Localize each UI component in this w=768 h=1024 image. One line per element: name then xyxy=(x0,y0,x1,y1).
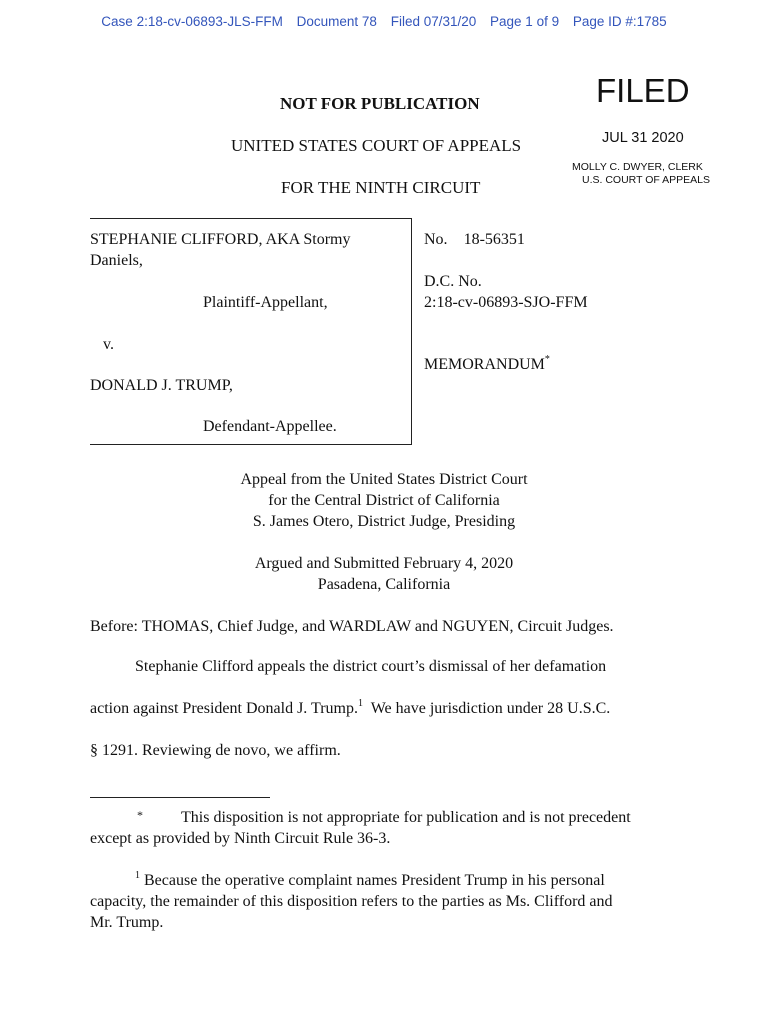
circuit-name: FOR THE NINTH CIRCUIT xyxy=(281,178,481,197)
body-line2-rest: We have jurisdiction under 28 U.S.C. xyxy=(362,700,611,717)
memorandum-label: MEMORANDUM xyxy=(424,356,545,373)
dc-number-value: 2:18-cv-06893-SJO-FFM xyxy=(424,294,588,311)
filed-stamp-date: JUL 31 2020 xyxy=(602,130,684,146)
filed-date: Filed 07/31/20 xyxy=(390,14,477,29)
ecf-header xyxy=(0,14,768,29)
docket-number xyxy=(424,231,525,249)
appeal-line3: S. James Otero, District Judge, Presiding xyxy=(252,513,516,530)
defendant-name: DONALD J. TRUMP, xyxy=(90,377,233,394)
versus: v. xyxy=(103,336,114,353)
appeal-line2: for the Central District of California xyxy=(268,492,500,509)
body-line2 xyxy=(90,700,610,718)
footnote-1-text: Because the operative complaint names President Trump in his personal xyxy=(140,872,605,889)
plaintiff-name-line1: STEPHANIE CLIFFORD, AKA Stormy xyxy=(90,231,351,248)
footnote-ref-1: 1 xyxy=(357,698,363,709)
filed-stamp-court: U.S. COURT OF APPEALS xyxy=(582,174,710,186)
argued-date: Argued and Submitted February 4, 2020 xyxy=(254,555,514,572)
appeal-line1: Appeal from the United States District Court xyxy=(240,471,528,488)
footnote-star-line1: This disposition is not appropriate for publication and is not precedent xyxy=(181,809,631,826)
footnote-divider xyxy=(90,797,270,798)
memorandum-heading xyxy=(424,356,550,374)
plaintiff-name-line2: Daniels, xyxy=(90,252,143,269)
case-number: Case 2:18-cv-06893-JLS-FFM xyxy=(101,14,283,29)
body-line3: § 1291. Reviewing de novo, we affirm. xyxy=(90,742,341,759)
docket-label: No. xyxy=(424,231,448,248)
defendant-role: Defendant-Appellee. xyxy=(203,418,337,435)
filed-stamp-clerk: MOLLY C. DWYER, CLERK xyxy=(572,161,703,173)
memorandum-footnote-mark: * xyxy=(544,354,550,365)
page-indicator: Page 1 of 9 xyxy=(490,14,560,29)
document-number: Document 78 xyxy=(296,14,377,29)
footnote-star-line2: except as provided by Ninth Circuit Rule 36-3. xyxy=(90,830,391,847)
dc-number-label: D.C. No. xyxy=(424,273,482,290)
plaintiff-role: Plaintiff-Appellant, xyxy=(203,294,328,311)
footnote-1-mark: 1 xyxy=(135,870,140,881)
docket-value: 18-56351 xyxy=(463,231,525,248)
court-name: UNITED STATES COURT OF APPEALS xyxy=(231,136,522,155)
argued-location: Pasadena, California xyxy=(317,576,451,593)
filed-stamp-title: FILED xyxy=(596,72,690,109)
body-line1: Stephanie Clifford appeals the district court’s dismissal of her defamation xyxy=(135,658,607,675)
body-line2-text: action against President Donald J. Trump. xyxy=(90,700,358,717)
footnote-1-line2: capacity, the remainder of this disposition refers to the parties as Ms. Clifford and xyxy=(90,893,613,910)
footnote-1-line3: Mr. Trump. xyxy=(90,914,164,931)
page-id: Page ID #:1785 xyxy=(572,14,667,29)
footnote-1-line1 xyxy=(135,872,605,890)
panel-judges: Before: THOMAS, Chief Judge, and WARDLAW and NGUYEN, Circuit Judges. xyxy=(90,618,614,635)
footnote-star-mark: * xyxy=(137,808,143,822)
not-for-publication: NOT FOR PUBLICATION xyxy=(280,94,480,113)
